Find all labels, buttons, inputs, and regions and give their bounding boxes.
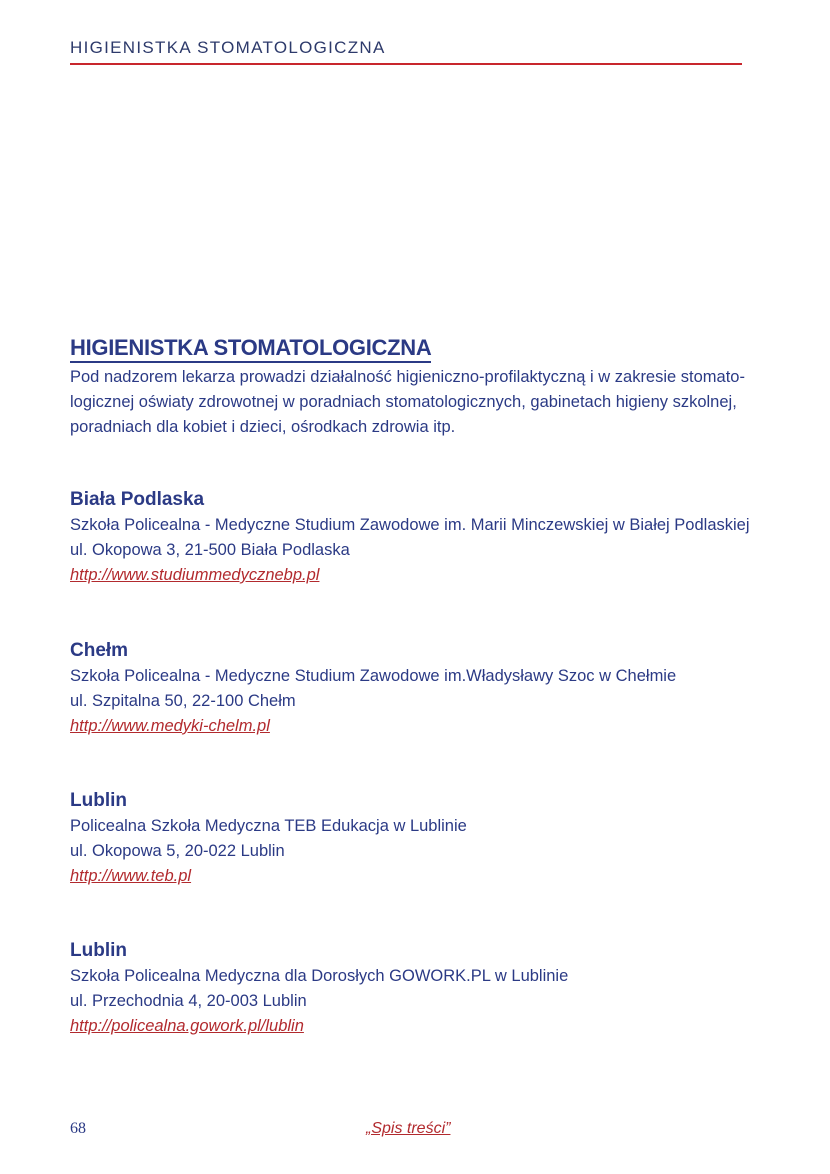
school-entry [70, 788, 760, 889]
school-name: Szkoła Policealna - Medyczne Studium Zawodowe im. Marii Minczewskiej w Białej Podlaskiej [70, 516, 750, 534]
school-website-link[interactable]: http://www.studiummedycznebp.pl [70, 566, 320, 584]
table-of-contents-link[interactable]: „Spis treści” [366, 1120, 451, 1137]
school-name: Szkoła Policealna - Medyczne Studium Zawodowe im.Władysławy Szoc w Chełmie [70, 667, 677, 685]
school-address: ul. Okopowa 5, 20-022 Lublin [70, 842, 285, 860]
description-line: poradniach dla kobiet i dzieci, ośrodkach zdrowia itp. [70, 418, 456, 436]
city-heading: Lublin [70, 790, 127, 811]
city-heading: Lublin [70, 940, 127, 961]
city-heading: Chełm [70, 640, 129, 661]
page-number: 68 [70, 1120, 86, 1137]
description-line: logicznej oświaty zdrowotnej w poradniach stomatologicznych, gabinetach higieny szkolnej, [70, 393, 737, 411]
description-line: Pod nadzorem lekarza prowadzi działalność higieniczno-profilaktyczną i w zakresie stomato- [70, 368, 745, 386]
school-entry [70, 487, 760, 588]
school-name: Szkoła Policealna Medyczna dla Dorosłych GOWORK.PL w Lublinie [70, 967, 569, 985]
school-website-link[interactable]: http://www.medyki-chelm.pl [70, 717, 270, 735]
school-address: ul. Szpitalna 50, 22-100 Chełm [70, 692, 296, 710]
school-address: ul. Okopowa 3, 21-500 Biała Podlaska [70, 541, 350, 559]
school-website-link[interactable]: http://www.teb.pl [70, 867, 192, 885]
section-title: HIGIENISTKA STOMATOLOGICZNA [70, 335, 431, 363]
profession-section [70, 335, 750, 440]
header-divider [70, 63, 742, 65]
city-heading: Biała Podlaska [70, 489, 205, 510]
school-entry [70, 638, 760, 739]
school-website-link[interactable]: http://policealna.gowork.pl/lublin [70, 1017, 304, 1035]
section-description [70, 365, 750, 440]
school-address: ul. Przechodnia 4, 20-003 Lublin [70, 992, 307, 1010]
school-entry [70, 938, 760, 1039]
school-name: Policealna Szkoła Medyczna TEB Edukacja w Lublinie [70, 817, 467, 835]
running-header-title: HIGIENISTKA STOMATOLOGICZNA [70, 38, 386, 57]
